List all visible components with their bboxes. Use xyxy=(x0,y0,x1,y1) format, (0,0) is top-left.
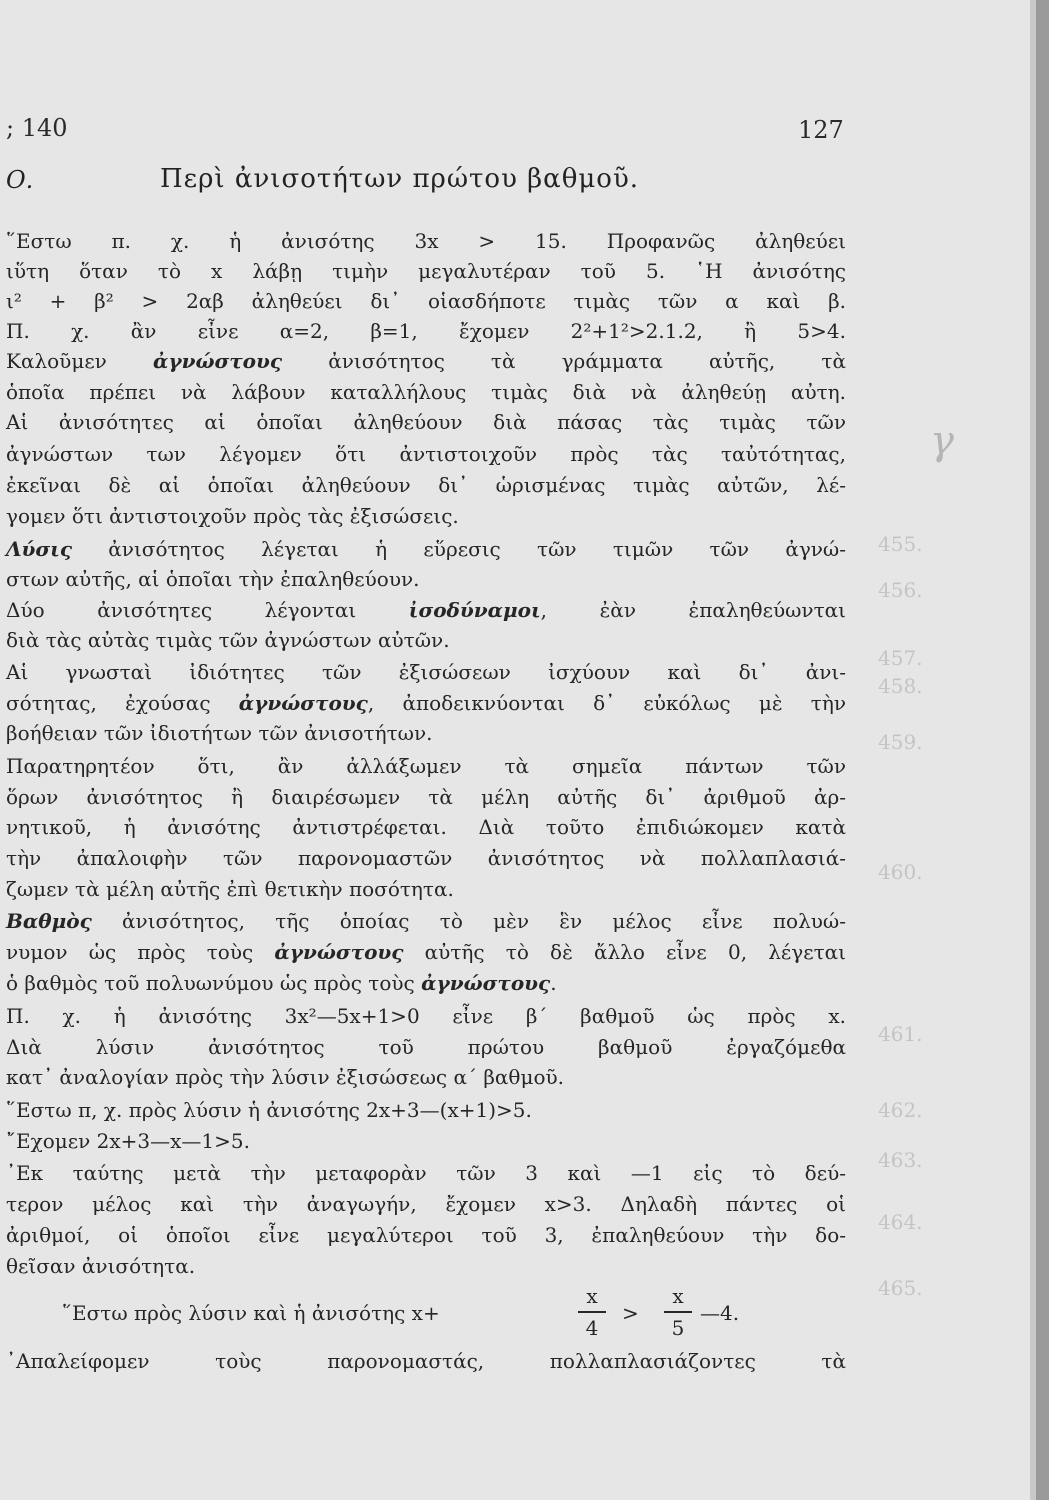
text-line: Αἱ γνωσταὶ ἰδιότητες τῶν ἐξισώσεων ἰσχύουν καὶ δι᾿ ἀνι- xyxy=(6,660,846,684)
bleed-number: 464. xyxy=(878,1210,923,1234)
fraction-2-bar xyxy=(664,1311,692,1313)
section-number: Ο. xyxy=(6,166,34,194)
pencil-mark: γ xyxy=(930,418,954,464)
text-line: ὅρων ἀνισότητος ἢ διαιρέσωμεν τὰ μέλη αὐτῆς δι᾿ ἀριθμοῦ ἀρ- xyxy=(6,785,846,809)
emphasized-term: Βαθμὸς xyxy=(6,909,92,933)
text-line: ᾿Εκ ταύτης μετὰ τὴν μεταφορὰν τῶν 3 καὶ —1 εἰς τὸ δεύ- xyxy=(6,1161,846,1185)
fraction-1-numerator: x xyxy=(586,1284,598,1308)
bleed-number: 457. xyxy=(878,646,923,670)
formula-gt: > xyxy=(622,1301,639,1325)
text-line: βοήθειαν τῶν ἰδιοτήτων τῶν ἀνισοτήτων. xyxy=(6,721,433,745)
text-line: ζωμεν τὰ μέλη αὐτῆς ἐπὶ θετικὴν ποσότητα. xyxy=(6,877,454,901)
page-number: 127 xyxy=(798,116,844,144)
text-line: Δύο ἀνισότητες λέγονται ἰσοδύναμοι, ἐὰν ἐπαληθεύωνται xyxy=(6,598,846,622)
emphasized-term: Λύσις xyxy=(6,537,72,561)
fraction-2-numerator: x xyxy=(672,1284,684,1308)
bleed-number: 455. xyxy=(878,532,923,556)
running-header-left: ; 140 xyxy=(6,114,68,142)
text-line: Π. χ. ἂν εἶνε α=2, β=1, ἔχομεν 2²+1²>2.1.2, ἢ 5>4. xyxy=(6,319,846,343)
bleed-number: 462. xyxy=(878,1098,923,1122)
text-line: σότητας, ἐχούσας ἀγνώστους, ἀποδεικνύονται δ᾿ εὐκόλως μὲ τὴν xyxy=(6,691,846,715)
bleed-number: 460. xyxy=(878,860,923,884)
emphasized-term: ἰσοδύναμοι xyxy=(408,598,541,622)
text-line: θεῖσαν ἀνισότητα. xyxy=(6,1254,196,1278)
formula-line-suffix: —4. xyxy=(700,1301,740,1325)
text-line: ὁποῖα πρέπει νὰ λάβουν καταλλήλους τιμὰς διὰ νὰ ἀληθεύῃ αὐτη. xyxy=(6,380,846,404)
text-line: Βαθμὸς ἀνισότητος, τῆς ὁποίας τὸ μὲν ἓν μέλος εἶνε πολυώ- xyxy=(6,909,846,933)
text-line: στων αὐτῆς, αἱ ὁποῖαι τὴν ἐπαληθεύουν. xyxy=(6,567,420,591)
text-line: νυμον ὡς πρὸς τοὺς ἀγνώστους αὐτῆς τὸ δὲ ἄλλο εἶνε 0, λέγεται xyxy=(6,940,847,964)
emphasized-term: ἀγνώστους xyxy=(421,971,551,995)
formula-line-prefix: ῞Εστω πρὸς λύσιν καὶ ἡ ἀνισότης x+ xyxy=(62,1301,440,1325)
text-line: ἀριθμοί, οἱ ὁποῖοι εἶνε μεγαλύτεροι τοῦ 3, ἐπαληθεύουν τὴν δο- xyxy=(6,1223,846,1247)
text-line: Παρατηρητέον ὅτι, ἂν ἀλλάξωμεν τὰ σημεῖα πάντων τῶν xyxy=(6,754,846,778)
emphasized-term: ἀγνώστους xyxy=(152,349,283,373)
text-line: γομεν ὅτι ἀντιστοιχοῦν πρὸς τὰς ἐξισώσεις. xyxy=(6,504,459,528)
text-line: κατ᾿ ἀναλογίαν πρὸς τὴν λύσιν ἐξισώσεως α´ βαθμοῦ. xyxy=(6,1065,564,1089)
text-line: ῞Εστω π, χ. πρὸς λύσιν ἡ ἀνισότης 2x+3—(x+1)>5. xyxy=(6,1098,532,1122)
bleed-number: 465. xyxy=(878,1276,923,1300)
text-line: ὁ βαθμὸς τοῦ πολυωνύμου ὡς πρὸς τοὺς ἀγνώστους. xyxy=(6,971,557,995)
text-line: διὰ τὰς αὐτὰς τιμὰς τῶν ἀγνώστων αὐτῶν. xyxy=(6,628,450,652)
text-line: ἐκεῖναι δὲ αἱ ὁποῖαι ἀληθεύουν δι᾿ ὡρισμένας τιμὰς αὐτῶν, λέ- xyxy=(6,473,846,497)
text-line: Αἱ ἀνισότητες αἱ ὁποῖαι ἀληθεύουν διὰ πάσας τὰς τιμὰς τῶν xyxy=(6,410,846,434)
fraction-1-denominator: 4 xyxy=(585,1316,599,1340)
bleed-number: 456. xyxy=(878,578,923,602)
text-line: τερον μέλος καὶ τὴν ἀναγωγήν, ἔχομεν x>3. Δηλαδὴ πάντες οἱ xyxy=(6,1192,846,1216)
bleed-number: 458. xyxy=(878,674,923,698)
text-line: ᾿Απαλείφομεν τοὺς παρονομαστάς, πολλαπλασιάζοντες τὰ xyxy=(6,1349,846,1373)
fraction-1-bar xyxy=(578,1311,606,1313)
fraction-2-denominator: 5 xyxy=(671,1316,685,1340)
text-line: ιὕτη ὅταν τὸ x λάβῃ τιμὴν μεγαλυτέραν τοῦ 5. ῾Η ἀνισότης xyxy=(6,259,846,283)
emphasized-term: ἀγνώστους xyxy=(274,940,404,964)
section-title: Περὶ ἀνισοτήτων πρώτου βαθμοῦ. xyxy=(160,164,640,194)
text-line: ι² + β² > 2αβ ἀληθεύει δι᾿ οἱασδήποτε τιμὰς τῶν α καὶ β. xyxy=(6,289,846,313)
text-line: νητικοῦ, ἡ ἀνισότης ἀντιστρέφεται. Διὰ τοῦτο ἐπιδιώκομεν κατὰ xyxy=(6,815,846,839)
text-line: Καλοῦμεν ἀγνώστους ἀνισότητος τὰ γράμματα αὐτῆς, τὰ xyxy=(6,349,846,373)
text-line: Διὰ λύσιν ἀνισότητος τοῦ πρώτου βαθμοῦ ἐργαζόμεθα xyxy=(6,1035,846,1059)
text-line: Π. χ. ἡ ἀνισότης 3x²—5x+1>0 εἶνε β´ βαθμοῦ ὡς πρὸς x. xyxy=(6,1004,846,1028)
text-line: Λύσις ἀνισότητος λέγεται ἡ εὕρεσις τῶν τιμῶν τῶν ἀγνώ- xyxy=(6,537,846,561)
text-line: ἀγνώστων των λέγομεν ὅτι ἀντιστοιχοῦν πρὸς τὰς ταὐτότητας, xyxy=(6,442,846,466)
text-line: ῎Εχομεν 2x+3—x—1>5. xyxy=(6,1129,250,1153)
text-line: τὴν ἀπαλοιφὴν τῶν παρονομαστῶν ἀνισότητος νὰ πολλαπλασιά- xyxy=(6,846,846,870)
bleed-number: 461. xyxy=(878,1022,923,1046)
bleed-number: 463. xyxy=(878,1148,923,1172)
emphasized-term: ἀγνώστους xyxy=(238,691,368,715)
text-line: ῞Εστω π. χ. ἡ ἀνισότης 3x > 15. Προφανῶς ἀληθεύει xyxy=(6,229,846,253)
bleed-number: 459. xyxy=(878,730,923,754)
